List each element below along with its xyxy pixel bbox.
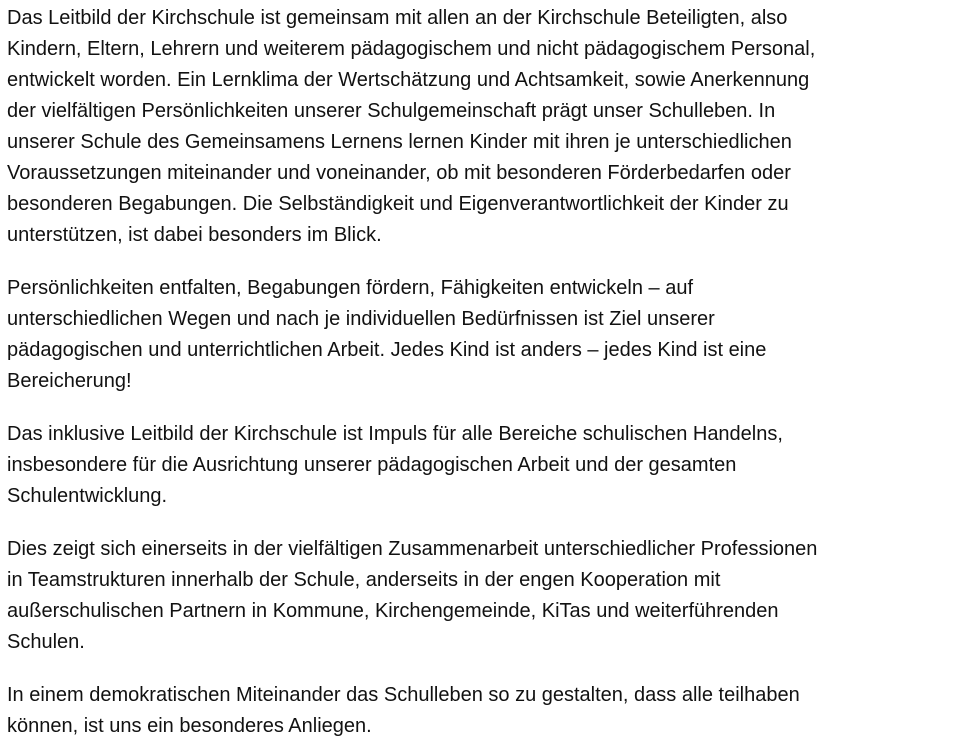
text-line: können, ist uns ein besonderes Anliegen. bbox=[7, 715, 372, 737]
text-line: unterstützen, ist dabei besonders im Blick. bbox=[7, 224, 382, 246]
paragraph-5 bbox=[7, 680, 954, 742]
paragraph-1 bbox=[7, 3, 954, 251]
text-line: Voraussetzungen miteinander und voneinander, ob mit besonderen Förderbedarfen oder bbox=[7, 162, 791, 184]
text-line: Schulentwicklung. bbox=[7, 485, 168, 507]
text-line: in Teamstrukturen innerhalb der Schule, anderseits in der engen Kooperation mit bbox=[7, 569, 721, 591]
text-line: pädagogischen und unterrichtlichen Arbeit. Jedes Kind ist anders – jedes Kind ist eine bbox=[7, 339, 767, 361]
text-line: Dies zeigt sich einerseits in der vielfältigen Zusammenarbeit unterschiedlicher Professionen bbox=[7, 538, 818, 560]
text-line: insbesondere für die Ausrichtung unserer pädagogischen Arbeit und der gesamten bbox=[7, 454, 737, 476]
text-line: Schulen. bbox=[7, 631, 85, 653]
text-line: unterschiedlichen Wegen und nach je individuellen Bedürfnissen ist Ziel unserer bbox=[7, 308, 715, 330]
text-line: In einem demokratischen Miteinander das Schulleben so zu gestalten, dass alle teilhaben bbox=[7, 684, 800, 706]
text-line: Kindern, Eltern, Lehrern und weiterem pädagogischem und nicht pädagogischem Personal, bbox=[7, 38, 816, 60]
text-line: Bereicherung! bbox=[7, 370, 132, 392]
text-line: entwickelt worden. Ein Lernklima der Wertschätzung und Achtsamkeit, sowie Anerkennung bbox=[7, 69, 810, 91]
text-line: Das inklusive Leitbild der Kirchschule ist Impuls für alle Bereiche schulischen Handelns, bbox=[7, 423, 783, 445]
paragraph-3 bbox=[7, 419, 954, 512]
text-line: unserer Schule des Gemeinsamens Lernens lernen Kinder mit ihren je unterschiedlichen bbox=[7, 131, 792, 153]
text-line: besonderen Begabungen. Die Selbständigkeit und Eigenverantwortlichkeit der Kinder zu bbox=[7, 193, 789, 215]
text-line: Persönlichkeiten entfalten, Begabungen fördern, Fähigkeiten entwickeln – auf bbox=[7, 277, 694, 299]
text-line: Das Leitbild der Kirchschule ist gemeinsam mit allen an der Kirchschule Beteiligten, also bbox=[7, 7, 788, 29]
paragraph-4 bbox=[7, 534, 954, 658]
text-line: außerschulischen Partnern in Kommune, Kirchengemeinde, KiTas und weiterführenden bbox=[7, 600, 779, 622]
text-line: der vielfältigen Persönlichkeiten unserer Schulgemeinschaft prägt unser Schulleben. In bbox=[7, 100, 776, 122]
paragraph-2 bbox=[7, 273, 954, 397]
